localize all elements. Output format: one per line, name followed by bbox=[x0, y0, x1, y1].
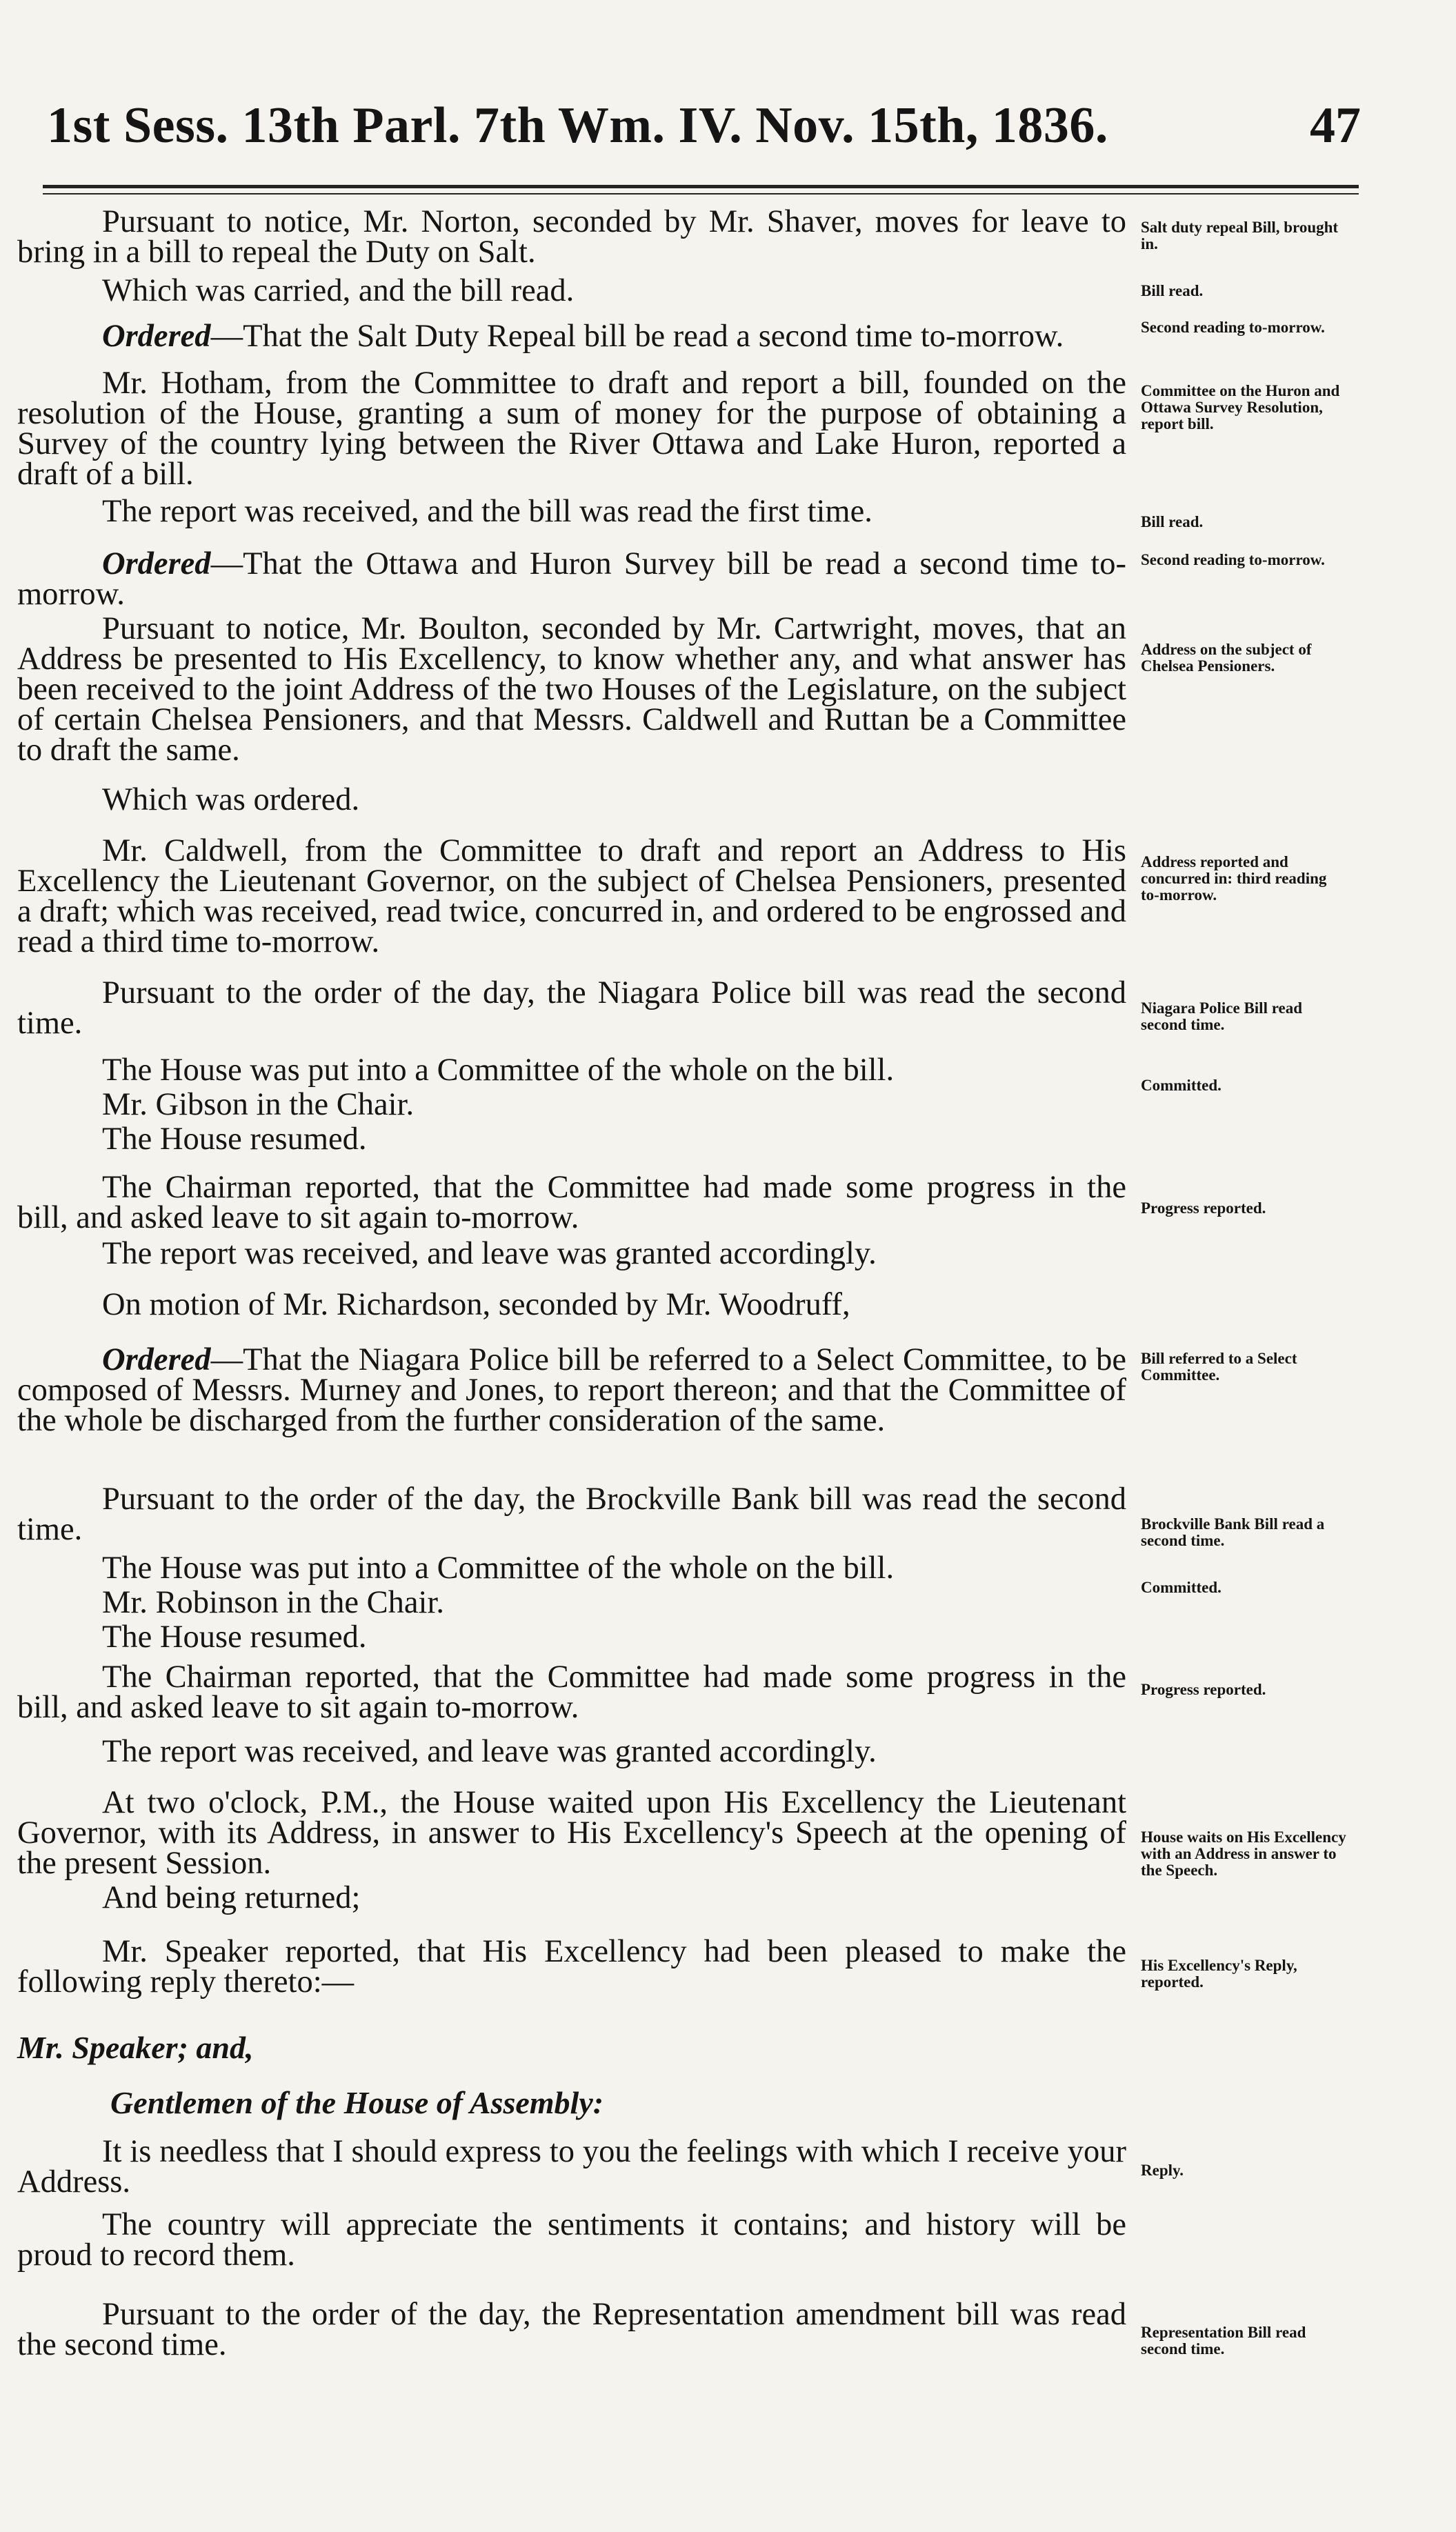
paragraph: On motion of Mr. Richardson, seconded by Mr. Woodruff, bbox=[102, 1287, 850, 1322]
margin-note: Committed. bbox=[1141, 1077, 1221, 1094]
margin-note: Representation Bill read second time. bbox=[1141, 2324, 1306, 2357]
paragraph: Pursuant to the order of the day, the Representation amendment bill was read the second time. bbox=[17, 2297, 1126, 2362]
margin-note: Bill read. bbox=[1141, 282, 1204, 299]
paragraph: It is needless that I should express to you the feelings with which I receive your Address. bbox=[17, 2134, 1126, 2200]
paragraph: Mr. Robinson in the Chair. bbox=[102, 1585, 445, 1620]
salutation: Mr. Speaker; and, bbox=[17, 2030, 254, 2065]
paragraph: The House was put into a Committee of the whole on the bill. bbox=[102, 1053, 895, 1088]
page-number: 47 bbox=[1310, 97, 1361, 154]
margin-note: Salt duty repeal Bill, brought in. bbox=[1141, 219, 1339, 252]
paragraph: Which was ordered. bbox=[102, 782, 360, 817]
margin-note: Progress reported. bbox=[1141, 1199, 1266, 1217]
margin-note: Address reported and concurred in: third reading to-morrow. bbox=[1141, 853, 1327, 904]
paragraph: And being returned; bbox=[102, 1880, 361, 1915]
salutation: Gentlemen of the House of Assembly: bbox=[110, 2085, 604, 2120]
margin-note: Niagara Police Bill read second time. bbox=[1141, 999, 1303, 1033]
margin-note: Second reading to-morrow. bbox=[1141, 319, 1325, 336]
margin-note: House waits on His Excellency with an Address in answer to the Speech. bbox=[1141, 1828, 1346, 1879]
margin-note: Bill referred to a Select Committee. bbox=[1141, 1350, 1297, 1384]
margin-note: Progress reported. bbox=[1141, 1681, 1266, 1698]
header-rule bbox=[43, 185, 1359, 188]
header-title: 1st Sess. 13th Parl. 7th Wm. IV. Nov. 15th, 1836. bbox=[47, 97, 1108, 154]
margin-note: Address on the subject of Chelsea Pensioners. bbox=[1141, 641, 1312, 675]
paragraph: Pursuant to notice, Mr. Norton, seconded by Mr. Shaver, moves for leave to bring in a bill to repeal the Duty on Salt. bbox=[17, 204, 1126, 270]
paragraph: Ordered—That the Salt Duty Repeal bill be read a second time to-morrow. bbox=[102, 319, 1064, 354]
margin-note: Bill read. bbox=[1141, 513, 1204, 530]
header-rule-thin bbox=[43, 193, 1359, 195]
paragraph: The report was received, and the bill was read the first time. bbox=[102, 494, 872, 529]
paragraph: The House resumed. bbox=[102, 1122, 367, 1157]
paragraph: The Chairman reported, that the Committee had made some progress in the bill, and asked leave to sit again to-morrow. bbox=[17, 1170, 1126, 1235]
paragraph: Pursuant to the order of the day, the Brockville Bank bill was read the second time. bbox=[17, 1482, 1126, 1547]
paragraph: The country will appreciate the sentiments it contains; and history will be proud to record them. bbox=[17, 2207, 1126, 2273]
paragraph: Ordered—That the Niagara Police bill be referred to a Select Committee, to be composed of Messrs. Murney and Jones, to report thereon; and that the Committee of the whole be discharged from the further consideration of the same. bbox=[17, 1342, 1126, 1438]
paragraph: The report was received, and leave was granted accordingly. bbox=[102, 1236, 877, 1271]
paragraph: At two o'clock, P.M., the House waited upon His Excellency the Lieutenant Governor, with its Address, in answer to His Excellency's Speech at the opening of the present Session. bbox=[17, 1785, 1126, 1881]
paragraph: Mr. Gibson in the Chair. bbox=[102, 1087, 415, 1122]
paragraph: Which was carried, and the bill read. bbox=[102, 273, 575, 308]
margin-note: Committee on the Huron and Ottawa Survey Resolution, report bill. bbox=[1141, 382, 1340, 432]
paragraph: Mr. Speaker reported, that His Excellency had been pleased to make the following reply thereto:— bbox=[17, 1934, 1126, 2000]
paragraph: Ordered—That the Ottawa and Huron Survey bill be read a second time to-morrow. bbox=[17, 546, 1126, 612]
paragraph: Pursuant to the order of the day, the Niagara Police bill was read the second time. bbox=[17, 975, 1126, 1041]
paragraph: The report was received, and leave was granted accordingly. bbox=[102, 1734, 877, 1769]
page-header bbox=[47, 97, 1361, 159]
margin-note: Brockville Bank Bill read a second time. bbox=[1141, 1515, 1325, 1549]
margin-note: Reply. bbox=[1141, 2162, 1184, 2179]
margin-note: His Excellency's Reply, reported. bbox=[1141, 1957, 1297, 1991]
margin-note: Second reading to-morrow. bbox=[1141, 551, 1325, 568]
paragraph: Mr. Hotham, from the Committee to draft and report a bill, founded on the resolution of the House, granting a sum of money for the purpose of obtaining a Survey of the country lying between the River Ottawa and Lake Huron, reported a draft of a bill. bbox=[17, 366, 1126, 492]
paragraph: The House resumed. bbox=[102, 1619, 367, 1655]
paragraph: Pursuant to notice, Mr. Boulton, seconded by Mr. Cartwright, moves, that an Address be presented to His Excellency, to know whether any, and what answer has been received to the joint Address of the two Houses of the Legislature, on the subject of certain Chelsea Pensioners, and that Messrs. Caldwell and Ruttan be a Committee to draft the same. bbox=[17, 611, 1126, 768]
paragraph: The House was put into a Committee of the whole on the bill. bbox=[102, 1551, 895, 1586]
paragraph: Mr. Caldwell, from the Committee to draft and report an Address to His Excellency the Lieutenant Governor, on the subject of Chelsea Pensioners, presented a draft; which was received, read twice, concurred in, and ordered to be engrossed and read a third time to-morrow. bbox=[17, 833, 1126, 959]
margin-note: Committed. bbox=[1141, 1579, 1221, 1596]
paragraph: The Chairman reported, that the Committee had made some progress in the bill, and asked leave to sit again to-morrow. bbox=[17, 1659, 1126, 1725]
